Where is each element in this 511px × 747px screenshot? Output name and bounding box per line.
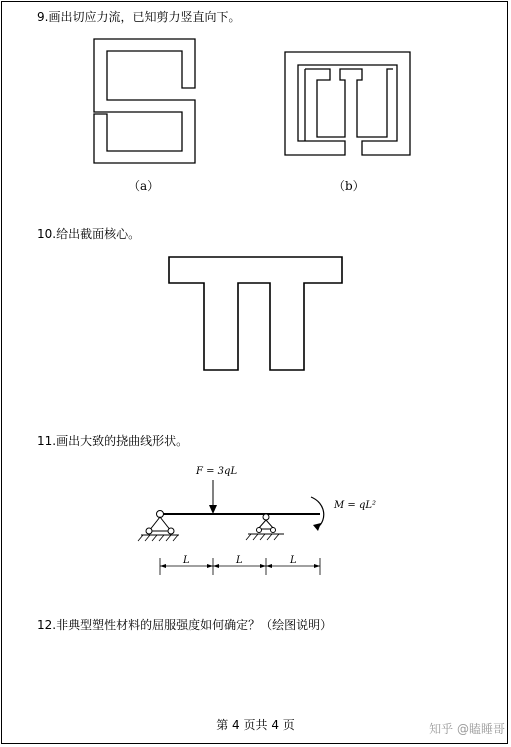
force-label: F = 3qL bbox=[196, 466, 238, 477]
page-footer: 第 4 页共 4 页 bbox=[216, 718, 295, 732]
span-label-2: L bbox=[236, 555, 243, 566]
span-label-1: L bbox=[183, 555, 190, 566]
moment-label: M = qL² bbox=[334, 500, 377, 511]
span-label-3: L bbox=[290, 555, 297, 566]
figure-9b-caption: （b） bbox=[333, 179, 365, 193]
question-9: 9.画出切应力流，已知剪力竖直向下。 bbox=[37, 10, 241, 24]
question-12: 12.非典型塑性材料的屈服强度如何确定？（绘图说明） bbox=[37, 618, 333, 632]
question-11: 11.画出大致的挠曲线形状。 bbox=[37, 434, 189, 448]
figure-9a-caption: （a） bbox=[128, 179, 160, 193]
question-10: 10.给出截面核心。 bbox=[37, 227, 141, 241]
figure-9b-section bbox=[285, 52, 410, 155]
figure-10-section bbox=[169, 257, 342, 370]
watermark: 知乎 @瞌睡哥 bbox=[429, 722, 505, 736]
figure-9a-section bbox=[94, 39, 195, 163]
